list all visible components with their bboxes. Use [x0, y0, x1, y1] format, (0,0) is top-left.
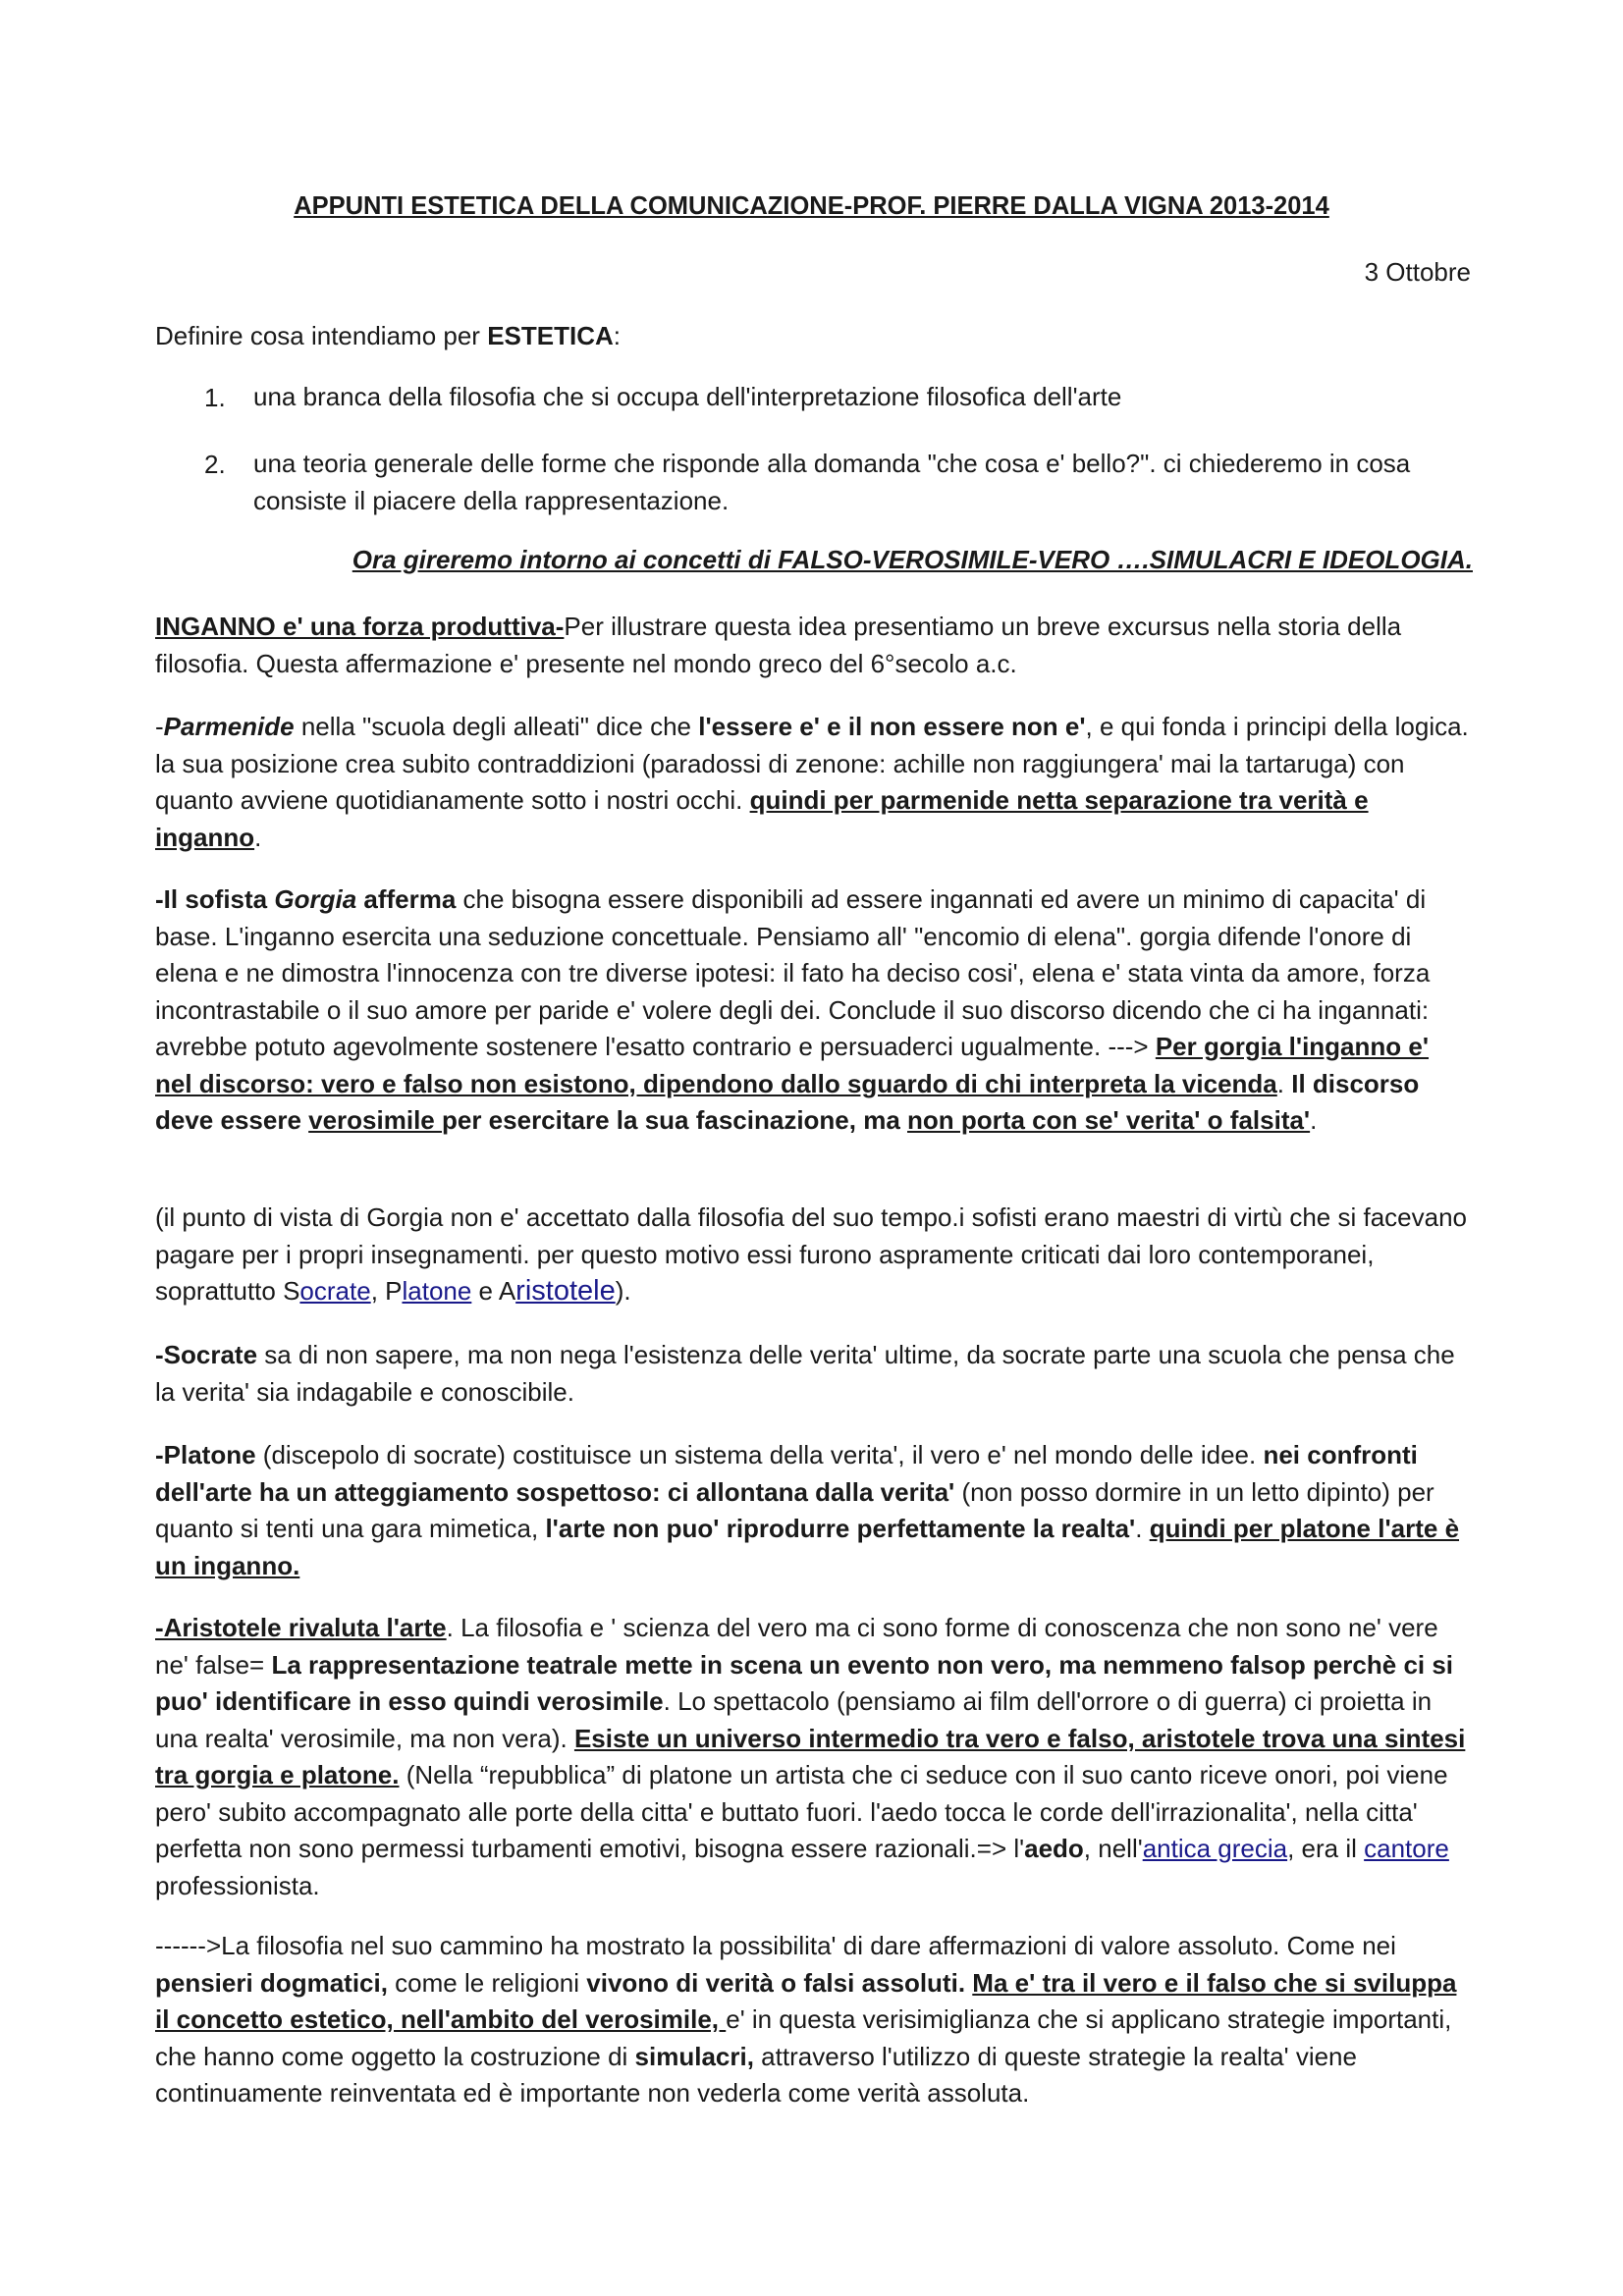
- platone-conclusion: quindi per platone l'arte è un inganno.: [155, 1514, 1460, 1580]
- parmenide-dash: -: [155, 712, 164, 741]
- gorgia-note-text: (il punto di vista di Gorgia non e' accettato dalla filosofia del suo tempo.i sofisti erano maestri di virtù che si facevano pagare per i propri insegnamenti. per questo motivo essi furono aspramente criticati dai loro contemporanei, soprattutto: [155, 1202, 1467, 1306]
- gorgia-end: .: [1310, 1105, 1318, 1135]
- cantore-link[interactable]: cantore: [1364, 1834, 1449, 1863]
- intro-paragraph: [155, 318, 1471, 355]
- paragraph-parmenide: [155, 709, 1471, 856]
- intro-text: Definire cosa intendiamo per: [155, 321, 488, 350]
- final-bold-3: simulacri,: [634, 2041, 754, 2071]
- parmenide-name: Parmenide: [163, 712, 295, 741]
- aristotele-text-3: (Nella “repubblica” di platone un artista che ci seduce con il suo canto riceve onori, poi viene pero' subito accompagnato alle porte della citta' e buttato fuori. l'aedo tocca le corde dell'irrazionalita', nella citta' perfetta non sono permessi turbamenti emotivi, bisogna essere razionali.=> l': [155, 1760, 1448, 1863]
- paragraph-aristotele: [155, 1610, 1471, 1904]
- intro-colon: :: [613, 321, 621, 350]
- platone-link-initial: P: [385, 1276, 403, 1306]
- parmenide-end: .: [254, 822, 262, 852]
- platone-bold-2: l'arte non puo' riprodurre perfettamente la realta': [545, 1514, 1136, 1543]
- date-label: 3 Ottobre: [1364, 257, 1471, 287]
- aristotele-text-1: . La filosofia e ' scienza del vero ma ci sono forme di conoscenza che non sono ne' vere ne' false=: [155, 1613, 1438, 1680]
- parmenide-conclusion: quindi per parmenide netta separazione tra verità e inganno: [155, 785, 1369, 852]
- document-title: APPUNTI ESTETICA DELLA COMUNICAZIONE-PROF. PIERRE DALLA VIGNA 2013-2014: [294, 192, 1329, 220]
- paragraph-gorgia-note: [155, 1200, 1471, 1310]
- gorgia-conclusion: Per gorgia l'inganno e' nel discorso: vero e falso non esistono, dipendono dallo sguardo di chi interpreta la vicenda: [155, 1032, 1430, 1098]
- aristotele-text-6: professionista.: [155, 1870, 320, 1900]
- final-text-5: attraverso l'utilizzo di queste strategie la realta' viene continuamente reinventata ed è importante non vederla come verità assoluta.: [155, 2041, 1357, 2108]
- section-heading: Ora gireremo intorno ai concetti di FALSO-VEROSIMILE-VERO ….SIMULACRI E IDEOLOGIA.: [352, 545, 1473, 574]
- socrate-link[interactable]: ocrate: [299, 1276, 371, 1306]
- final-bold-2: vivono di verità o falsi assoluti.: [586, 1967, 966, 1998]
- aristotele-link[interactable]: ristotele: [515, 1275, 616, 1307]
- aedo-term: aedo: [1024, 1834, 1084, 1863]
- final-text-2: come le religioni: [387, 1967, 587, 1998]
- separator-2: e: [471, 1276, 499, 1306]
- final-bold-1: pensieri dogmatici,: [155, 1967, 388, 1998]
- paragraph-inganno: [155, 609, 1471, 682]
- final-text-4: e' in questa verisimiglianza che si applicano strategie importanti, che hanno come oggetto la costruzione di: [155, 2004, 1452, 2071]
- parmenide-text-2: , e qui fonda i principi della logica. la sua posizione crea subito contraddizioni (paradossi di zenone: achille non raggiungera' mai la tartaruga) con quanto avviene quotidianamente sotto i nostri occhi.: [155, 712, 1469, 815]
- aristotele-link-initial: A: [498, 1276, 516, 1306]
- intro-keyword: ESTETICA: [487, 321, 614, 350]
- list-number-1: 1.: [204, 383, 226, 412]
- final-conclusion: Ma e' tra il vero e il falso che si sviluppa il concetto estetico, nell'ambito del verosimile,: [155, 1967, 1457, 2034]
- gorgia-text-2: .: [1276, 1068, 1292, 1098]
- platone-name: -Platone: [155, 1440, 256, 1469]
- platone-text-2: (non posso dormire in un letto dipinto) per quanto si tenti una gara mimetica,: [155, 1476, 1434, 1543]
- socrate-name: -Socrate: [155, 1340, 258, 1369]
- platone-text-3: .: [1135, 1514, 1150, 1543]
- paragraph-platone: [155, 1437, 1471, 1584]
- gorgia-note-end: ).: [615, 1276, 631, 1306]
- paragraph-socrate: [155, 1337, 1471, 1411]
- aristotele-lead: -Aristotele rivaluta l'arte: [155, 1613, 447, 1642]
- gorgia-bold-2: afferma: [356, 884, 457, 914]
- antica-grecia-link[interactable]: antica grecia: [1142, 1834, 1288, 1863]
- gorgia-bold-3: Il discorso deve essere: [155, 1068, 1420, 1135]
- parmenide-text-1: nella "scuola degli alleati" dice che: [294, 712, 699, 741]
- socrate-text: sa di non sapere, ma non nega l'esistenza delle verita' ultime, da socrate parte una scuola che pensa che la verita' sia indagabile e conoscibile.: [155, 1340, 1455, 1407]
- platone-bold-1: nei confronti dell'arte ha un atteggiamento sospettoso: ci allontana dalla verita': [155, 1440, 1418, 1507]
- aristotele-conclusion: Esiste un universo intermedio tra vero e falso, aristotele trova una sintesi tra gorgia e platone.: [155, 1723, 1466, 1789]
- list-item-2: una teoria generale delle forme che risponde alla domanda "che cosa e' bello?". ci chiederemo in cosa consiste il piacere della rappresentazione.: [253, 449, 1411, 515]
- aristotele-bold-1: La rappresentazione teatrale mette in scena un evento non vero, ma nemmeno falsop perchè ci si puo' identificare in esso quindi verosimile: [155, 1649, 1454, 1716]
- list-item-1: una branca della filosofia che si occupa dell'interpretazione filosofica dell'arte: [253, 382, 1122, 411]
- gorgia-name: Gorgia: [274, 884, 357, 914]
- gorgia-text-1: che bisogna essere disponibili ad essere ingannati ed avere un minimo di capacita' di base. L'inganno esercita una seduzione concettuale. Pensiamo all' "encomio di elena". gorgia difende l'onore di elena e ne dimostra l'innocenza con tre diverse ipotesi: il fato ha deciso cosi', elena e' stata vinta da amore, forza incontrastabile o il suo amore per paride e' volere degli dei. Conclude il suo discorso dicendo che ci ha ingannati: avrebbe potuto agevolmente sostenere l'esatto contrario e persuaderci ugualmente. --->: [155, 884, 1431, 1061]
- separator-1: ,: [370, 1276, 386, 1306]
- gorgia-bold-1: -Il sofista: [155, 884, 275, 914]
- final-text-1: ------>La filosofia nel suo cammino ha mostrato la possibilita' di dare affermazioni di valore assoluto. Come nei: [155, 1931, 1396, 1960]
- aristotele-text-2: . Lo spettacolo (pensiamo ai film dell'orrore o di guerra) ci proietta in una realta' verosimile, ma non vera).: [155, 1686, 1433, 1753]
- inganno-text: Per illustrare questa idea presentiamo un breve excursus nella storia della filosofia. Questa affermazione e' presente nel mondo greco del 6°secolo a.c.: [155, 612, 1402, 678]
- inganno-lead: INGANNO e' una forza produttiva-: [155, 612, 565, 641]
- paragraph-gorgia: [155, 881, 1471, 1140]
- socrate-link-initial: S: [283, 1276, 300, 1306]
- list-number-2: 2.: [204, 450, 226, 479]
- gorgia-verosimile: verosimile: [308, 1105, 442, 1135]
- gorgia-bold-4: per esercitare la sua fascinazione, ma: [442, 1105, 908, 1135]
- parmenide-bold-1: l'essere e' e il non essere non e': [698, 712, 1086, 741]
- platone-text-1: (discepolo di socrate) costituisce un sistema della verita', il vero e' nel mondo delle idee.: [255, 1440, 1264, 1469]
- platone-link[interactable]: latone: [402, 1276, 472, 1306]
- aristotele-text-5: , era il: [1287, 1834, 1365, 1863]
- aristotele-text-4: , nell': [1083, 1834, 1143, 1863]
- paragraph-final: [155, 1928, 1471, 2112]
- gorgia-falsita: non porta con se' verita' o falsita': [907, 1105, 1311, 1135]
